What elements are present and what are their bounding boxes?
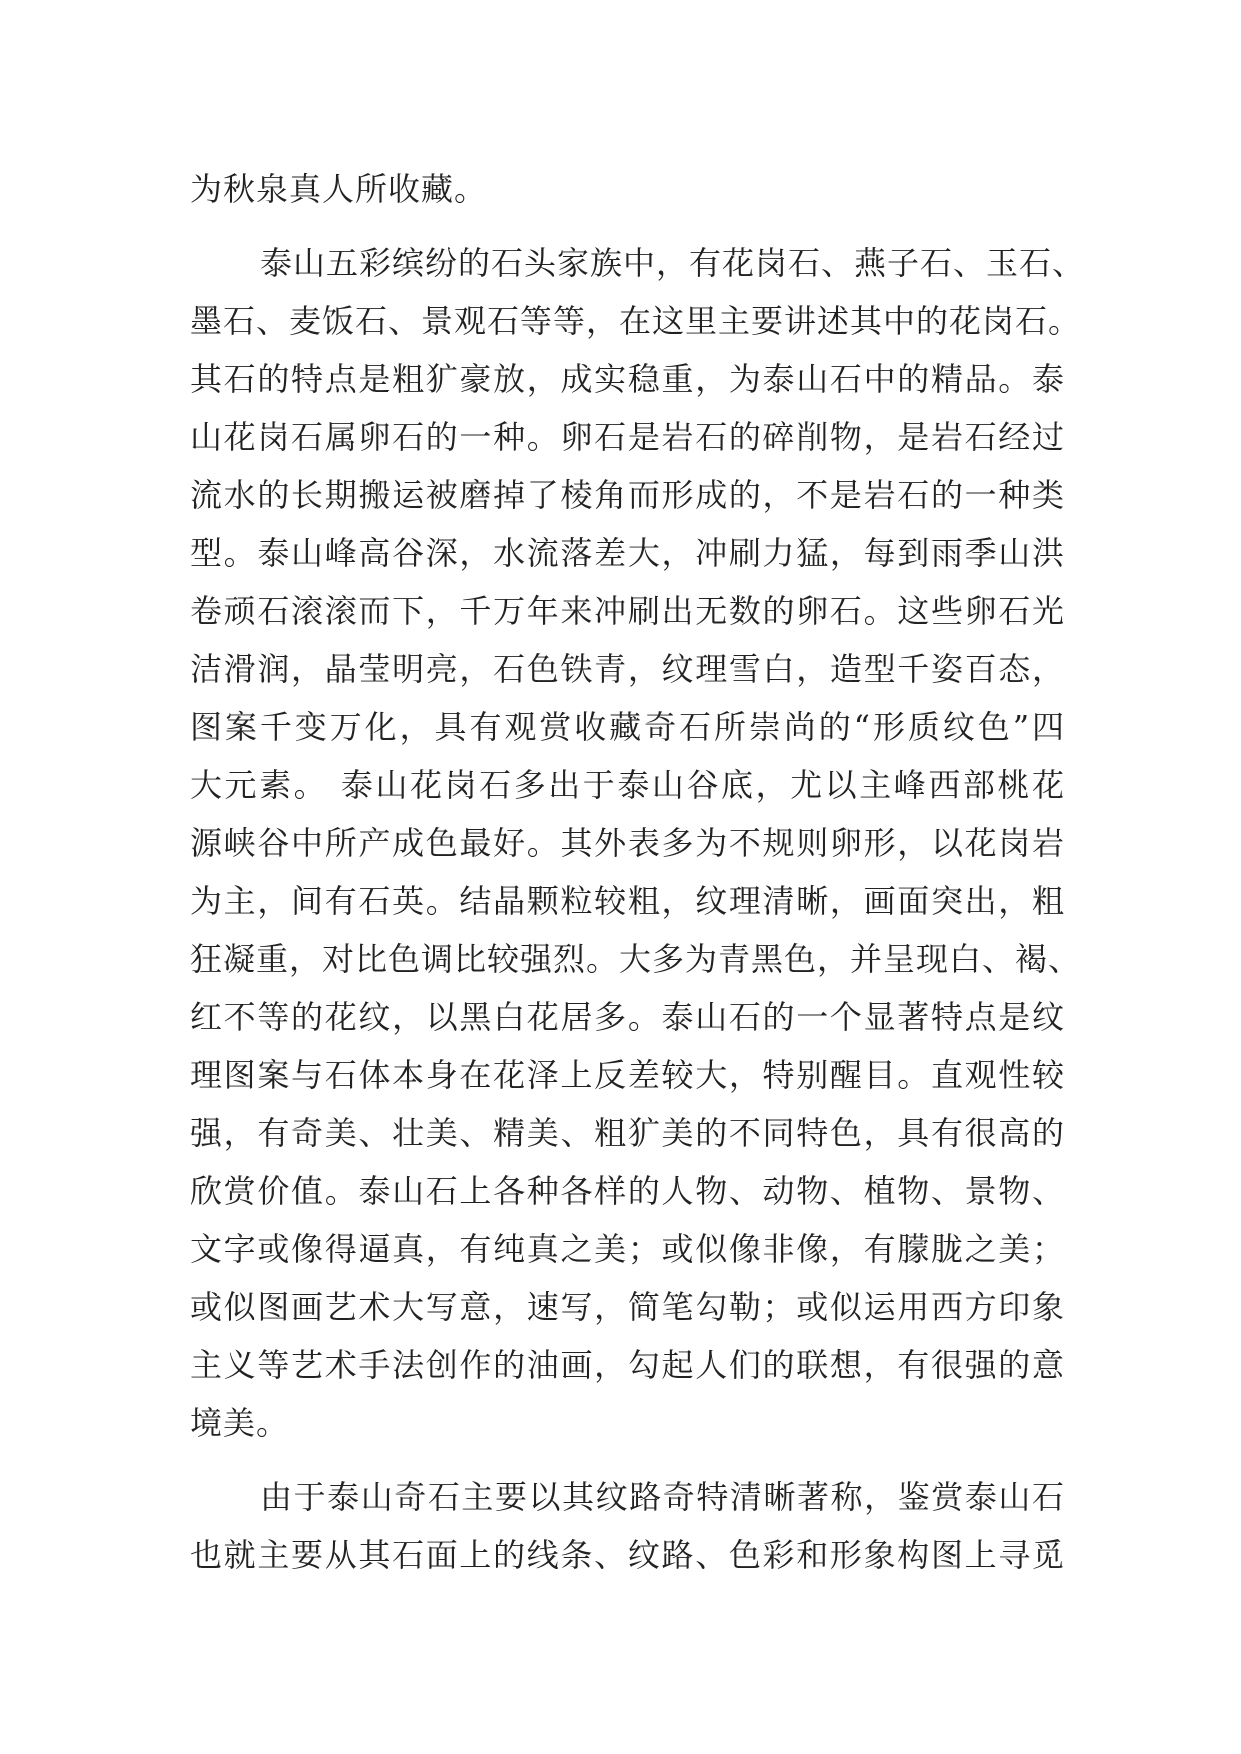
text-line: 流水的长期搬运被磨掉了棱角而形成的，不是岩石的一种类 (190, 476, 1065, 514)
text-line: 源峡谷中所产成色最好。其外表多为不规则卵形，以花岗岩 (190, 824, 1065, 862)
text-line: 洁滑润，晶莹明亮，石色铁青，纹理雪白，造型千姿百态， (190, 650, 1065, 688)
text-line: 强，有奇美、壮美、精美、粗犷美的不同特色，具有很高的 (190, 1114, 1065, 1152)
paragraph-gap (190, 1452, 1065, 1468)
text-line: 文字或像得逼真，有纯真之美；或似像非像，有朦胧之美； (190, 1230, 1065, 1268)
text-line: 理图案与石体本身在花泽上反差较大，特别醒目。直观性较 (190, 1056, 1065, 1094)
text-line: 其石的特点是粗犷豪放，成实稳重，为泰山石中的精品。泰 (190, 360, 1065, 398)
paragraph-2 (190, 234, 1086, 1452)
text-line: 主义等艺术手法创作的油画，勾起人们的联想，有很强的意 (190, 1346, 1065, 1384)
text-line: 泰山五彩缤纷的石头家族中，有花岗石、燕子石、玉石、 (260, 244, 1086, 282)
text-line: 或似图画艺术大写意，速写，简笔勾勒；或似运用西方印象 (190, 1288, 1065, 1326)
text-line: 欣赏价值。泰山石上各种各样的人物、动物、植物、景物、 (190, 1172, 1065, 1210)
paragraph-gap (190, 218, 1065, 234)
text-line: 山花岗石属卵石的一种。卵石是岩石的碎削物，是岩石经过 (190, 418, 1065, 456)
text-line: 型。泰山峰高谷深，水流落差大，冲刷力猛，每到雨季山洪 (190, 534, 1065, 572)
paragraph-3 (190, 1468, 1065, 1584)
text-line: 红不等的花纹，以黑白花居多。泰山石的一个显著特点是纹 (190, 998, 1065, 1036)
paragraph-1 (190, 160, 1065, 218)
text-line: 图案千变万化，具有观赏收藏奇石所崇尚的“形质纹色”四 (190, 708, 1065, 746)
text-line: 也就主要从其石面上的线条、纹路、色彩和形象构图上寻觅 (190, 1536, 1065, 1574)
body-text (190, 160, 1086, 1584)
text-line: 为秋泉真人所收藏。 (190, 170, 488, 208)
text-line: 卷顽石滚滚而下，千万年来冲刷出无数的卵石。这些卵石光 (190, 592, 1065, 630)
text-line: 由于泰山奇石主要以其纹路奇特清晰著称，鉴赏泰山石 (260, 1478, 1065, 1516)
text-line: 境美。 (190, 1404, 290, 1442)
text-line: 大元素。 泰山花岗石多出于泰山谷底，尤以主峰西部桃花 (190, 766, 1065, 804)
text-line: 墨石、麦饭石、景观石等等，在这里主要讲述其中的花岗石。 (190, 302, 1082, 340)
text-line: 为主，间有石英。结晶颗粒较粗，纹理清晰，画面突出，粗 (190, 882, 1065, 920)
text-line: 狂凝重，对比色调比较强烈。大多为青黑色，并呈现白、褐、 (190, 940, 1082, 978)
